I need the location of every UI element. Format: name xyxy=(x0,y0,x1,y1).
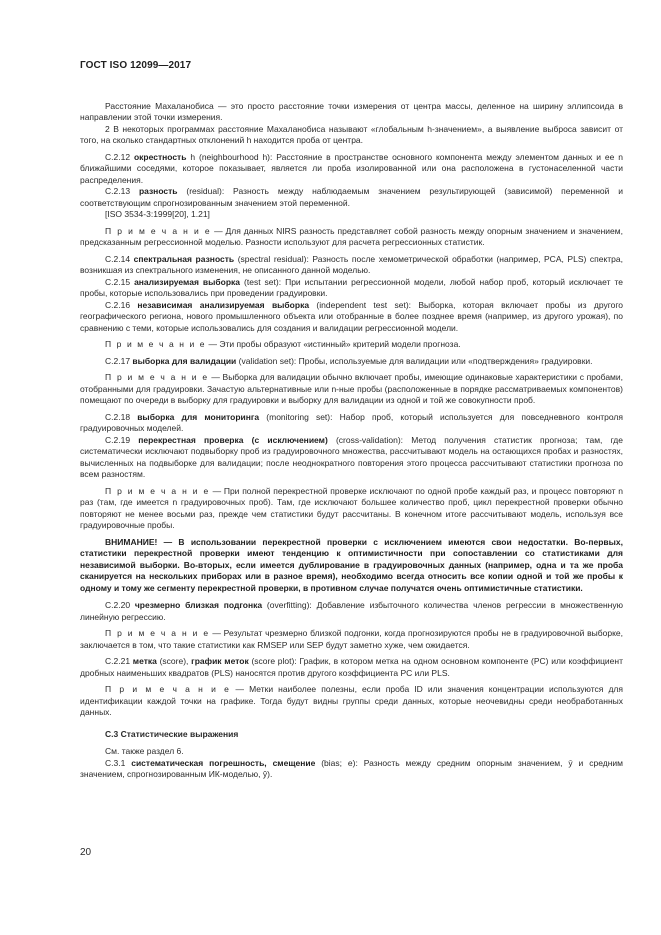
definition-c2-14 xyxy=(80,254,623,277)
note xyxy=(80,486,623,532)
note-label: П р и м е ч а н и е xyxy=(105,372,209,382)
term: график меток xyxy=(191,656,249,666)
definition-text: (test set): При испытании регрессионной модели, любой набор проб, который исключает те пробы, которые использовались при проведении градуировки. xyxy=(80,276,623,298)
definition-c2-17 xyxy=(80,356,623,368)
note xyxy=(80,372,623,407)
definition-text: (monitoring set): Набор проб, который используется для повседневного контроля градуировочных моделей. xyxy=(80,411,623,433)
definition-text: (spectral residual): Разность после хемометрической обработки (например, PCA, PLS) спектра, возникшая из спектрального изменения, не описанного данной моделью. xyxy=(80,253,623,275)
definition-text: (bias; e): Разность между средним опорным значением, ȳ и средним значением, спрогнозированным ИК-моделью, ŷ). xyxy=(80,757,623,779)
note-label: П р и м е ч а н и е xyxy=(105,225,212,236)
page-number: 20 xyxy=(80,847,92,858)
definition-text: (score plot): График, в котором метка на одном основном компоненте (PC) или коэффициент дробных наименьших квадратов (PLS) наносятся против другого коэффициента PC или PLS. xyxy=(80,656,623,678)
clause-number: С.2.17 xyxy=(105,355,131,366)
note-text: — Для данных NIRS разность представляет собой разность между опорным значением и значением, предсказанным регрессионной моделью. Разности используют для расчета регрессионных статистик. xyxy=(80,225,623,247)
note xyxy=(80,339,623,351)
note xyxy=(80,226,623,249)
paragraph: 2 В некоторых программах расстояние Махаланобиса называют «глобальным h-значением», а выявление выброса зависит от того, на сколько стандартных отклонений h находится проба от центра. xyxy=(80,123,623,145)
clause-number: С.2.19 xyxy=(105,434,131,445)
definition-text: (overfitting): Добавление избыточного количества членов регрессии в множественную линейную регрессию. xyxy=(80,600,623,622)
term: выборка для валидации xyxy=(132,355,237,366)
term: спектральная разность xyxy=(133,253,235,264)
reference: [ISO 3534-3:1999[20], 1.21] xyxy=(105,209,210,219)
clause-number: С.3.1 xyxy=(105,757,126,768)
note xyxy=(80,628,623,651)
term: выборка для мониторинга xyxy=(137,411,260,422)
clause-number: С.2.20 xyxy=(105,600,131,610)
term: систематическая погрешность, смещение xyxy=(131,757,316,768)
note-text: — При полной перекрестной проверке исключают по одной пробе каждый раз, и процесс повторяют n раз (там, где имеется n градуировочных проб). Там, где исключают большее количество проб, цикл перекрестной проверки обычно повторяют не менее восьми раз, прежде чем статистики будут рассчитаны. В конечном итоге рассчитывают модель, используя все градуировочные пробы. xyxy=(80,485,623,530)
note-label: П р и м е ч а н и е xyxy=(105,628,210,638)
section-heading: С.3 Статистические выражения xyxy=(105,728,239,739)
clause-number: С.2.15 xyxy=(105,276,131,287)
clause-number: С.2.16 xyxy=(105,299,131,310)
note-label: П р и м е ч а н и е xyxy=(105,485,210,496)
note-text: — Выборка для валидации обычно включает пробы, имеющие одинаковые характеристики с пробами, отобранными для градуировки. Зачастую альтернативные или n-ные пробы (расположенные в порядке рассматриваемых компонентов) помещают по очереди в выборку для градуировки и выборку для валидации из одной и той же совокупности проб. xyxy=(80,372,624,405)
definition-c2-20 xyxy=(80,600,623,623)
document-header: ГОСТ ISO 12099—2017 xyxy=(80,60,192,71)
note-text: — Результат чрезмерно близкой подгонки, когда прогнозируются пробы не в градуировочной выборке, заключается в том, что такие статистики как RMSEP или SEP будут заметно хуже, чем ожидается. xyxy=(80,628,623,650)
note-label: П р и м е ч а н и е xyxy=(105,339,207,349)
definition-c2-19 xyxy=(80,435,623,481)
paragraph: См. также раздел 6. xyxy=(105,746,184,756)
warning-paragraph: ВНИМАНИЕ! — В использовании перекрестной проверки с исключением имеются свои недостатки. Во-первых, статистики перекрестной проверки имеют тенденцию к оптимистичности при сопоставлении со статистиками для независимой выборки. Во-вторых, если имеется дублирование в градуировочных данных (например, одна и та же проба сканируется на нескольких приборах или в разное время), необходимо всегда относить все копии одной и той же пробы к одному и тому же сегменту перекрестной проверки, в противном случае получатся очень оптимистичные статистики. xyxy=(80,536,623,593)
term: окрестность xyxy=(133,151,187,162)
clause-number: С.2.12 xyxy=(105,151,131,162)
definition-c2-15 xyxy=(80,277,623,300)
definition-text: (cross-validation): Метод получения статистик прогноза; там, где систематически исключают подвыборку проб из градуировочного множества, рассчитывают модель на остающихся пробах и разностях, вычисленных на подвыборке для валидации; после неоднократного повторения этого процесса рассчитывают статистики прогноза по всем разностям. xyxy=(80,434,623,479)
term: чрезмерно близкая подгонка xyxy=(134,600,263,610)
definition-c2-16 xyxy=(80,300,623,335)
definition-text: h (neighbourhood h): Расстояние в пространстве основного компонента между элементом данных и ее n ближайшими соседями, которое показывает, является ли проба изолированной или она расположена в густонаселенной части распределения. xyxy=(80,151,623,185)
clause-number: С.2.14 xyxy=(105,253,131,264)
clause-number: С.2.21 xyxy=(105,656,131,666)
term: независимая анализируемая выборка xyxy=(137,299,310,310)
note-text: — Эти пробы образуют «истинный» критерий модели прогноза. xyxy=(206,339,461,349)
definition-c2-21 xyxy=(80,656,623,679)
definition-c2-12 xyxy=(80,152,623,187)
term: анализируемая выборка xyxy=(134,276,241,287)
note-text: — Метки наиболее полезны, если проба ID или значения концентрации используются для идентификации каждой точки на графике. Тогда будут видны группы среди данных, которые неочевидны среди необработанных данных. xyxy=(80,684,623,717)
definition-text: (validation set): Пробы, используемые для валидации или «подтверждения» градуировки. xyxy=(236,355,593,366)
definition-c3-1 xyxy=(80,758,623,781)
definition-c2-13 xyxy=(80,186,623,209)
definition-text: (independent test set): Выборка, которая включает пробы из другого географического региона, нового промышленного объекта или отобранные в более позднее время (например, из другого урожая), по сравнению с теми, которые использовались для создания и валидации регрессионной модели. xyxy=(80,299,623,333)
note xyxy=(80,684,623,719)
definition-text: (residual): Разность между наблюдаемым значением результирующей (зависимой) переменной и соответствующим спрогнозированным значением этой переменной. xyxy=(80,186,623,208)
definition-c2-18 xyxy=(80,412,623,435)
term: разность xyxy=(138,186,178,196)
paragraph: Расстояние Махаланобиса — это просто расстояние точки измерения от центра массы, деленное на ширину эллипсоида в направлении этой точки измерения. xyxy=(80,100,623,122)
term: метка xyxy=(132,656,157,666)
clause-number: С.2.13 xyxy=(105,186,131,196)
note-label: П р и м е ч а н и е xyxy=(105,684,231,694)
clause-number: С.2.18 xyxy=(105,411,131,422)
definition-text: (score), xyxy=(156,656,192,666)
term: перекрестная проверка (с исключением) xyxy=(138,434,328,445)
